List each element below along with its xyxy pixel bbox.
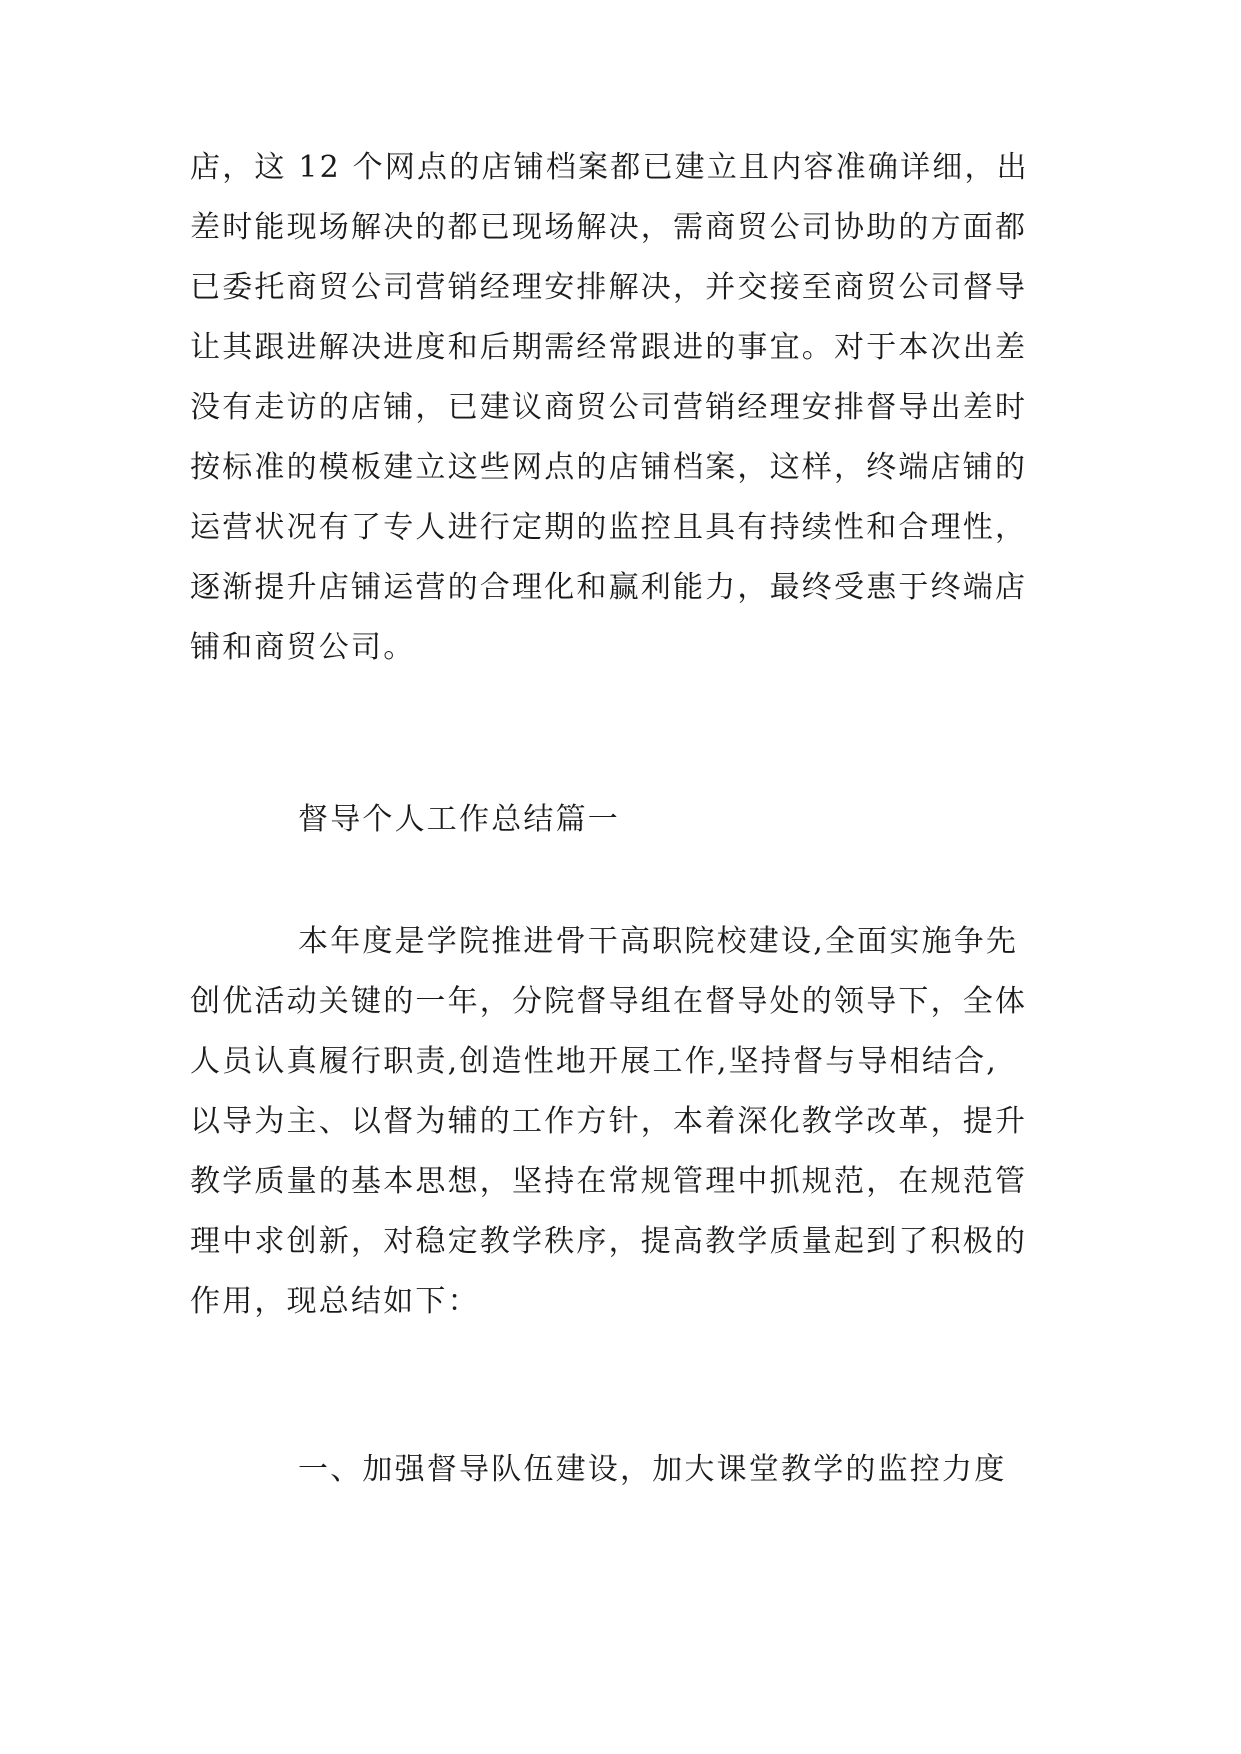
text-line: 理中求创新，对稳定教学秩序，提高教学质量起到了积极的 (190, 1224, 1028, 1259)
text-line: 人员认真履行职责,创造性地开展工作,坚持督与导相结合, (190, 1044, 999, 1079)
text-line: 店，这 12 个网点的店铺档案都已建立且内容准确详细，出 (190, 150, 1029, 185)
text-line: 差时能现场解决的都已现场解决，需商贸公司协助的方面都 (190, 210, 1028, 245)
paragraph-body (190, 912, 1060, 1332)
text-line: 已委托商贸公司营销经理安排解决，并交接至商贸公司督导 (190, 270, 1028, 305)
section-title: 督导个人工作总结篇一 (298, 802, 620, 837)
text-line: 让其跟进解决进度和后期需经常跟进的事宜。对于本次出差 (190, 330, 1028, 365)
text-line: 运营状况有了专人进行定期的监控且具有持续性和合理性， (190, 510, 1028, 545)
text-line: 作用，现总结如下： (190, 1284, 480, 1319)
text-line: 创优活动关键的一年，分院督导组在督导处的领导下，全体 (190, 984, 1028, 1019)
text-line: 没有走访的店铺，已建议商贸公司营销经理安排督导出差时 (190, 390, 1028, 425)
paragraph-continuation (190, 138, 1060, 678)
text-line: 铺和商贸公司。 (190, 630, 416, 665)
text-line: 按标准的模板建立这些网点的店铺档案，这样，终端店铺的 (190, 450, 1028, 485)
text-line: 教学质量的基本思想，坚持在常规管理中抓规范，在规范管 (190, 1164, 1028, 1199)
text-line: 本年度是学院推进骨干高职院校建设,全面实施争先 (298, 924, 1019, 959)
subheading: 一、加强督导队伍建设，加大课堂教学的监控力度 (298, 1452, 1007, 1487)
text-line: 以导为主、以督为辅的工作方针，本着深化教学改革，提升 (190, 1104, 1028, 1139)
text-line: 逐渐提升店铺运营的合理化和赢利能力，最终受惠于终端店 (190, 570, 1028, 605)
